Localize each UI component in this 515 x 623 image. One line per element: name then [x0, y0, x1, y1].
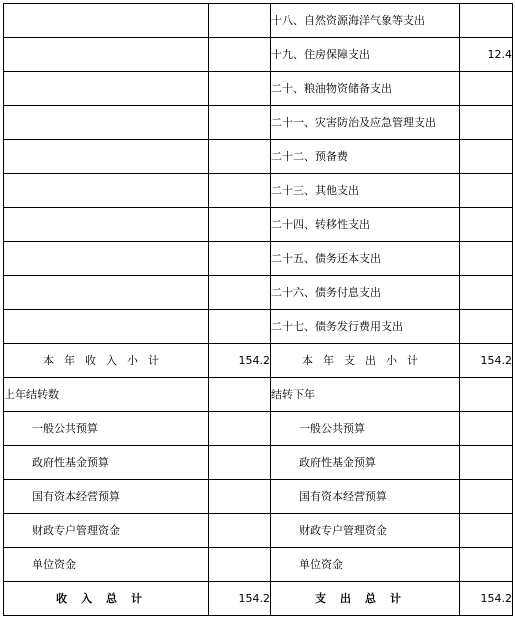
income-item-value [209, 310, 271, 344]
expense-item-label: 十九、住房保障支出 [271, 38, 460, 72]
table-row [4, 38, 513, 72]
income-item-label [4, 4, 209, 38]
carry-out-label: 结转下年 [271, 378, 460, 412]
table-row [4, 4, 513, 38]
fund-out-value [460, 446, 513, 480]
expense-item-label: 二十六、债务付息支出 [271, 276, 460, 310]
income-subtotal-label: 本年收入小计 [4, 344, 209, 378]
income-item-value [209, 276, 271, 310]
income-item-label [4, 276, 209, 310]
fund-row [4, 446, 513, 480]
expense-item-value [460, 174, 513, 208]
fund-in-label: 政府性基金预算 [4, 446, 209, 480]
fund-in-value [209, 514, 271, 548]
carry-row [4, 378, 513, 412]
income-item-value [209, 174, 271, 208]
income-subtotal-value: 154.2 [209, 344, 271, 378]
table-row [4, 276, 513, 310]
income-item-label [4, 140, 209, 174]
income-item-value [209, 140, 271, 174]
expense-item-value: 12.4 [460, 38, 513, 72]
expense-item-label: 二十三、其他支出 [271, 174, 460, 208]
expense-item-label: 二十七、债务发行费用支出 [271, 310, 460, 344]
expense-item-value [460, 242, 513, 276]
budget-table [3, 3, 513, 616]
fund-out-value [460, 514, 513, 548]
expense-total-label: 支出总计 [271, 582, 460, 616]
fund-in-label: 一般公共预算 [4, 412, 209, 446]
expense-item-label: 二十一、灾害防治及应急管理支出 [271, 106, 460, 140]
table-row [4, 208, 513, 242]
fund-out-label: 单位资金 [271, 548, 460, 582]
income-item-value [209, 38, 271, 72]
expense-item-value [460, 208, 513, 242]
expense-item-value [460, 72, 513, 106]
total-row [4, 582, 513, 616]
fund-in-value [209, 412, 271, 446]
fund-out-label: 国有资本经营预算 [271, 480, 460, 514]
expense-subtotal-label: 本年支出小计 [271, 344, 460, 378]
table-row [4, 140, 513, 174]
income-item-value [209, 106, 271, 140]
fund-in-value [209, 446, 271, 480]
income-item-label [4, 72, 209, 106]
expense-item-label: 十八、自然资源海洋气象等支出 [271, 4, 460, 38]
fund-in-value [209, 548, 271, 582]
expense-item-label: 二十五、债务还本支出 [271, 242, 460, 276]
income-item-value [209, 208, 271, 242]
fund-in-label: 单位资金 [4, 548, 209, 582]
fund-in-value [209, 480, 271, 514]
income-item-label [4, 310, 209, 344]
income-item-label [4, 174, 209, 208]
fund-out-value [460, 480, 513, 514]
fund-out-label: 政府性基金预算 [271, 446, 460, 480]
income-total-value: 154.2 [209, 582, 271, 616]
table-row [4, 242, 513, 276]
expense-item-value [460, 4, 513, 38]
fund-out-label: 一般公共预算 [271, 412, 460, 446]
income-item-label [4, 208, 209, 242]
fund-out-value [460, 412, 513, 446]
fund-in-label: 财政专户管理资金 [4, 514, 209, 548]
income-total-label: 收入总计 [4, 582, 209, 616]
carry-in-label: 上年结转数 [4, 378, 209, 412]
fund-row [4, 412, 513, 446]
expense-item-label: 二十四、转移性支出 [271, 208, 460, 242]
carry-in-value [209, 378, 271, 412]
table-row [4, 72, 513, 106]
fund-out-label: 财政专户管理资金 [271, 514, 460, 548]
fund-out-value [460, 548, 513, 582]
expense-item-value [460, 106, 513, 140]
expense-item-value [460, 310, 513, 344]
carry-out-value [460, 378, 513, 412]
fund-row [4, 480, 513, 514]
fund-row [4, 548, 513, 582]
income-item-value [209, 242, 271, 276]
expense-item-label: 二十、粮油物资储备支出 [271, 72, 460, 106]
table-row [4, 106, 513, 140]
fund-in-label: 国有资本经营预算 [4, 480, 209, 514]
table-row [4, 310, 513, 344]
income-item-value [209, 72, 271, 106]
subtotal-row [4, 344, 513, 378]
expense-item-value [460, 140, 513, 174]
income-item-label [4, 38, 209, 72]
income-item-label [4, 242, 209, 276]
income-item-label [4, 106, 209, 140]
expense-item-label: 二十二、预备费 [271, 140, 460, 174]
table-row [4, 174, 513, 208]
expense-item-value [460, 276, 513, 310]
income-item-value [209, 4, 271, 38]
expense-subtotal-value: 154.2 [460, 344, 513, 378]
fund-row [4, 514, 513, 548]
expense-total-value: 154.2 [460, 582, 513, 616]
